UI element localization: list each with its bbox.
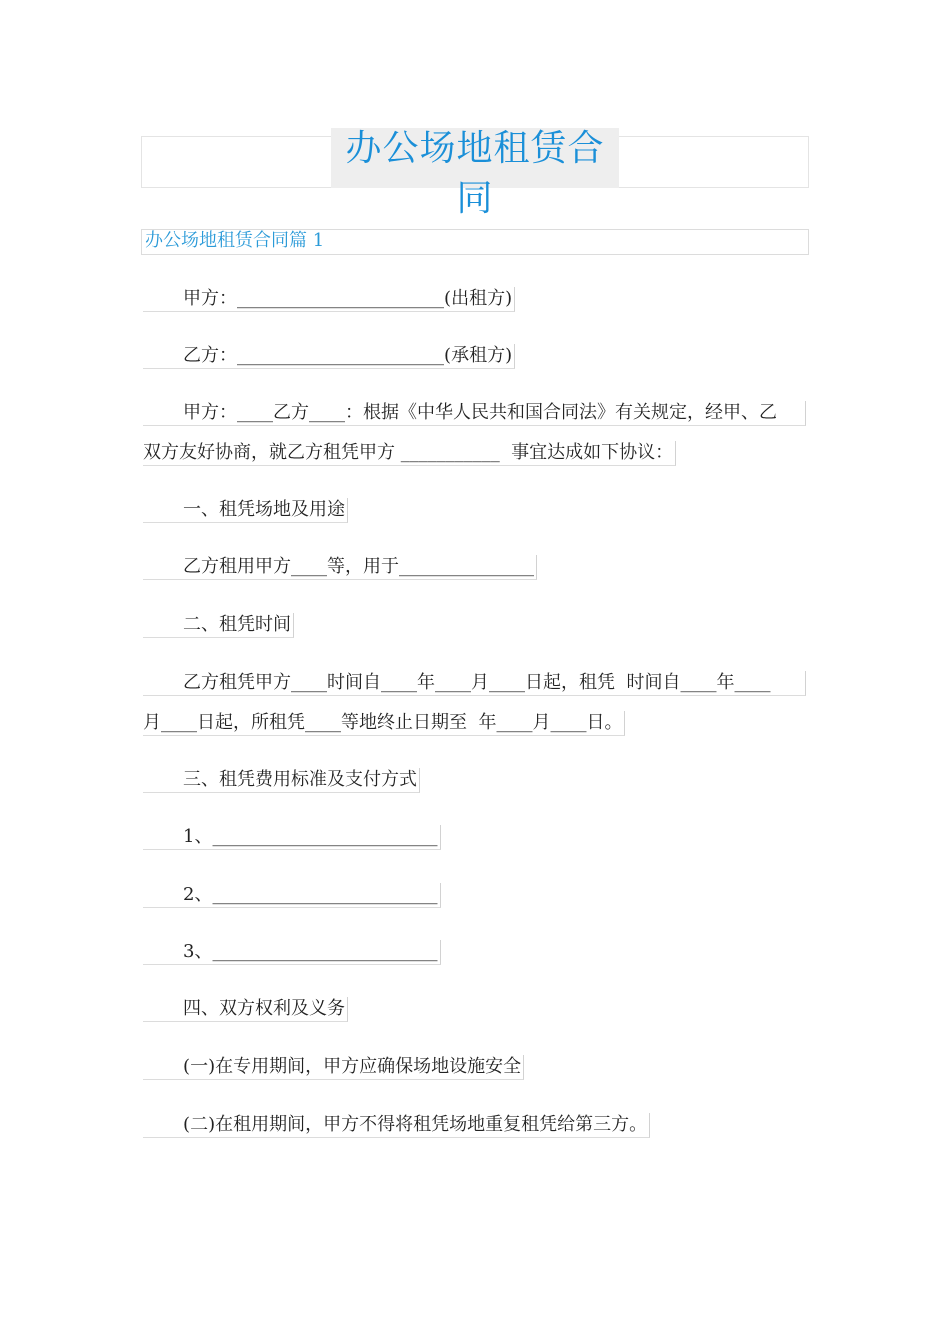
clause-3-heading: 三、租凭费用标准及支付方式 bbox=[143, 768, 420, 793]
clause-4-item-2: (二)在租用期间，甲方不得将租凭场地重复租凭给第三方。 bbox=[143, 1113, 650, 1138]
clause-2-heading: 二、租凭时间 bbox=[143, 613, 294, 638]
clause-2-text-1: 乙方租凭甲方____时间自____年____月____日起，租凭 时间自____年____ bbox=[143, 671, 806, 696]
document-title: 办公场地租赁合同 bbox=[345, 128, 605, 219]
clause-3-item-2: 2、_________________________ bbox=[143, 883, 441, 908]
clause-1-text: 乙方租用甲方____等，用于_______________ bbox=[143, 555, 537, 580]
preamble-line-2: 双方友好协商，就乙方租凭甲方 ___________ 事宜达成如下协议： bbox=[143, 441, 676, 466]
clause-3-item-1: 1、_________________________ bbox=[143, 825, 441, 850]
party-a-line: 甲方：_______________________(出租方) bbox=[143, 287, 515, 312]
section-heading: 办公场地租赁合同篇 1 bbox=[145, 230, 325, 251]
clause-2-text-2: 月____日起，所租凭____等地终止日期至 年____月____日。 bbox=[143, 711, 625, 736]
preamble-line-1: 甲方：____乙方____：根据《中华人民共和国合同法》有关规定，经甲、乙 bbox=[143, 401, 806, 426]
clause-4-heading: 四、双方权利及义务 bbox=[143, 997, 348, 1022]
party-b-line: 乙方：_______________________(承租方) bbox=[143, 344, 515, 369]
clause-1-heading: 一、租凭场地及用途 bbox=[143, 498, 348, 523]
clause-4-item-1: (一)在专用期间，甲方应确保场地设施安全 bbox=[143, 1055, 524, 1080]
clause-3-item-3: 3、_________________________ bbox=[143, 940, 441, 965]
